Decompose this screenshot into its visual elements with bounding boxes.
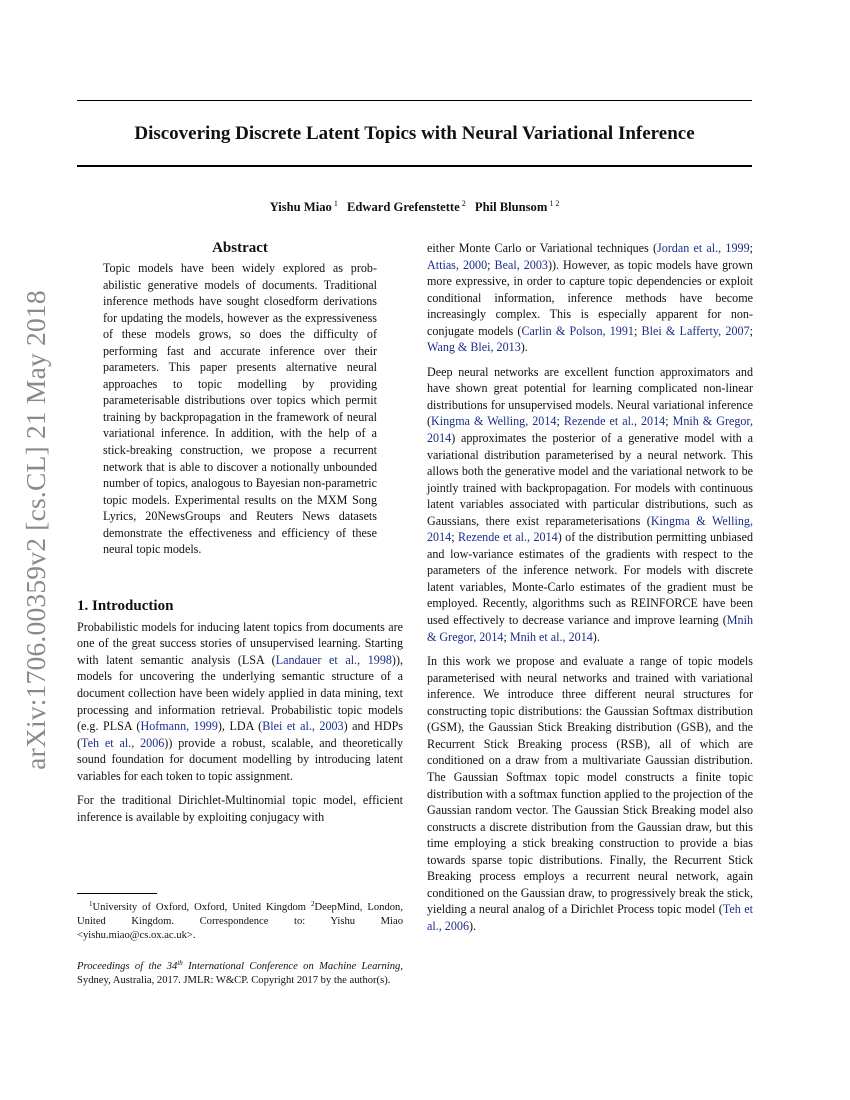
citation-link[interactable]: Kingma & Welling, 2014	[427, 513, 753, 545]
intro-paragraph-3: Deep neural networks are excellent function approximators and have shown great potential for learning complicated non-linear distributions for unsupervised models. Neural variational inference (Kingma & Welling, 2014; Rezende et al., 2014; Mnih & Gregor, 2014) approximates the posterior of a generative model with a variational distribution parameterised by a neural network. This allows both the generative model and the variational network to be jointly trained with backpropagation. For models with continuous latent variables associated with particular distributions, such as Gaussians, there exist reparameterisations (Kingma & Welling, 2014; Rezende et al., 2014) of the distribution permitting unbiased and low-variance estimates of the gradients with respect to the parameters of the inference network. For models with discrete latent variables, Monte-Carlo estimates of the gradient must be employed. Recently, algorithms such as REINFORCE have been used effectively to decrease variance and improve learning (Mnih & Gregor, 2014; Mnih et al., 2014).	[427, 364, 753, 644]
proceedings-footnote: Proceedings of the 34th International Conference on Machine Learning, Sydney, Australia, 2017. JMLR: W&CP. Copyright 2017 by the author(s).	[77, 959, 403, 987]
author: Edward Grefenstette $^2$	[346, 199, 466, 214]
right-column	[427, 240, 753, 934]
affiliation-mark: 1	[333, 199, 338, 208]
arxiv-identifier-stamp	[14, 286, 58, 774]
author: Yishu Miao $^1$	[269, 199, 338, 214]
citation-link[interactable]: Rezende et al., 2014	[563, 414, 666, 429]
citation-link[interactable]: Rezende et al., 2014	[458, 530, 558, 545]
citation-link[interactable]: Carlin & Polson, 1991	[521, 323, 634, 338]
paragraph-2-first-lines: For the traditional Dirichlet-Multinomial topic model, efficient inference is available by exploiting conjugacy with	[77, 793, 403, 824]
citation-link[interactable]: Kingma & Welling, 2014	[431, 414, 557, 429]
paper-title: Discovering Discrete Latent Topics with Neural Variational Inference	[134, 123, 695, 144]
left-column	[77, 238, 403, 825]
citation-link[interactable]: Mnih & Gregor, 2014	[427, 414, 753, 446]
citation-link[interactable]: Attias, 2000	[427, 257, 488, 272]
citation-link[interactable]: Jordan et al., 1999	[657, 241, 750, 255]
citation-link[interactable]: Landauer et al., 1998	[275, 652, 392, 667]
intro-paragraph-4: In this work we propose and evaluate a range of topic models parameterised with neural networks and trained with variational inference. We introduce three different neural structures for constructing topic distributions: the Gaussian Softmax distribution (GSM), the Gaussian Stick Breaking distribution (GSB), and the Recurrent Stick Breaking process (RSB), all of which are conditioned on a draw from a multivariate Gaussian distribution. The Gaussian Softmax topic model constructs a finite topic distribution with a softmax function applied to the projection of the Gaussian random vector. The Gaussian Stick Breaking model also constructs a discrete distribution from the Gaussian draw, but this time employing a stick breaking construction to provide a bias towards sparse topic distributions. Finally, the Recurrent Stick Breaking process employs a recurrent neural network, again conditioned on the Gaussian draw, to progressively break the stick, yielding a neural analog of a Dirichlet Process topic model (Teh et al., 2006).	[427, 654, 753, 933]
affiliation-footnote: $^1$University of Oxford, Oxford, United Kingdom $^2$DeepMind, London, United Kingdom. Correspondence to: Yishu Miao <yishu.miao@cs.ox.ac.uk>.	[77, 900, 403, 942]
citation-link[interactable]: Mnih et al., 2014	[509, 629, 593, 644]
intro-paragraph-2-start	[77, 792, 403, 825]
footnote-rule	[77, 893, 157, 894]
affiliation-mark: 2	[461, 199, 466, 208]
affiliation-mark: 1 2	[549, 199, 560, 208]
intro-paragraph-1: Probabilistic models for inducing latent topics from documents are one of the great success stories of unsupervised learning. Starting with latent semantic analysis (LSA (Landauer et al., 1998)), models for uncovering the underlying semantic structure of a document collection have been widely applied in data mining, text processing and information retrieval. Probabilistic topic models (e.g. PLSA (Hofmann, 1999), LDA (Blei et al., 2003) and HDPs (Teh et al., 2006)) provide a robust, scalable, and theoretically sound foundation for document modelling by introducing latent variables for each token to topic assignment.	[77, 619, 404, 783]
citation-link[interactable]: Wang & Blei, 2013	[427, 340, 521, 355]
abstract-heading: Abstract	[212, 240, 268, 256]
citation-link[interactable]: Blei & Lafferty, 2007	[641, 323, 750, 338]
citation-link[interactable]: Beal, 2003	[494, 257, 548, 272]
citation-link[interactable]: Mnih & Gregor, 2014	[427, 613, 753, 644]
section-heading-introduction: 1. Introduction	[77, 597, 174, 614]
arxiv-identifier-text: arXiv:1706.00359v2 [cs.CL] 21 May 2018	[20, 290, 52, 770]
intro-paragraph-2-continued: either Monte Carlo or Variational techniques (Jordan et al., 1999; Attias, 2000; Beal, 2003)). However, as topic models have grown more expressive, in order to capture topic dependencies or exploit conditional information, inference methods have become increasingly complex. This is especially apparent for non-conjugate models (Carlin & Polson, 1991; Blei & Lafferty, 2007; Wang & Blei, 2013).	[427, 241, 753, 355]
title-top-rule	[77, 100, 752, 101]
footnotes	[77, 893, 403, 988]
citation-link[interactable]: Hofmann, 1999	[140, 719, 218, 734]
paragraph-2-continuation: either Monte Carlo or Variational techniques (	[427, 241, 657, 255]
author-list	[77, 196, 752, 215]
citation-link[interactable]: Blei et al., 2003	[262, 719, 344, 734]
title-bottom-rule	[77, 165, 752, 167]
abstract-text: Topic models have been widely explored as probabilistic generative models of documents. Traditional inference methods have sought closedform derivations for updating the models, however as the expressiveness of these models grows, so does the difficulty of performing fast and accurate inference over their parameters. This paper presents alternative neural approaches to topic modelling by providing parameterisable distributions over topics which permit training by backpropagation in the framework of neural variational inference. In addition, with the help of a stick-breaking construction, we propose a recurrent network that is able to discover a notionally unbounded number of topics, analogous to Bayesian non-parametric topic models. Experimental results on the MXM Song Lyrics, 20NewsGroups and Reuters News datasets demonstrate the effectiveness and efficiency of these neural topic models.	[103, 261, 377, 557]
author: Phil Blunsom $^{1 2}$	[474, 199, 560, 214]
citation-link[interactable]: Teh et al., 2006	[81, 735, 165, 750]
citation-link[interactable]: Teh et al., 2006	[427, 902, 753, 933]
